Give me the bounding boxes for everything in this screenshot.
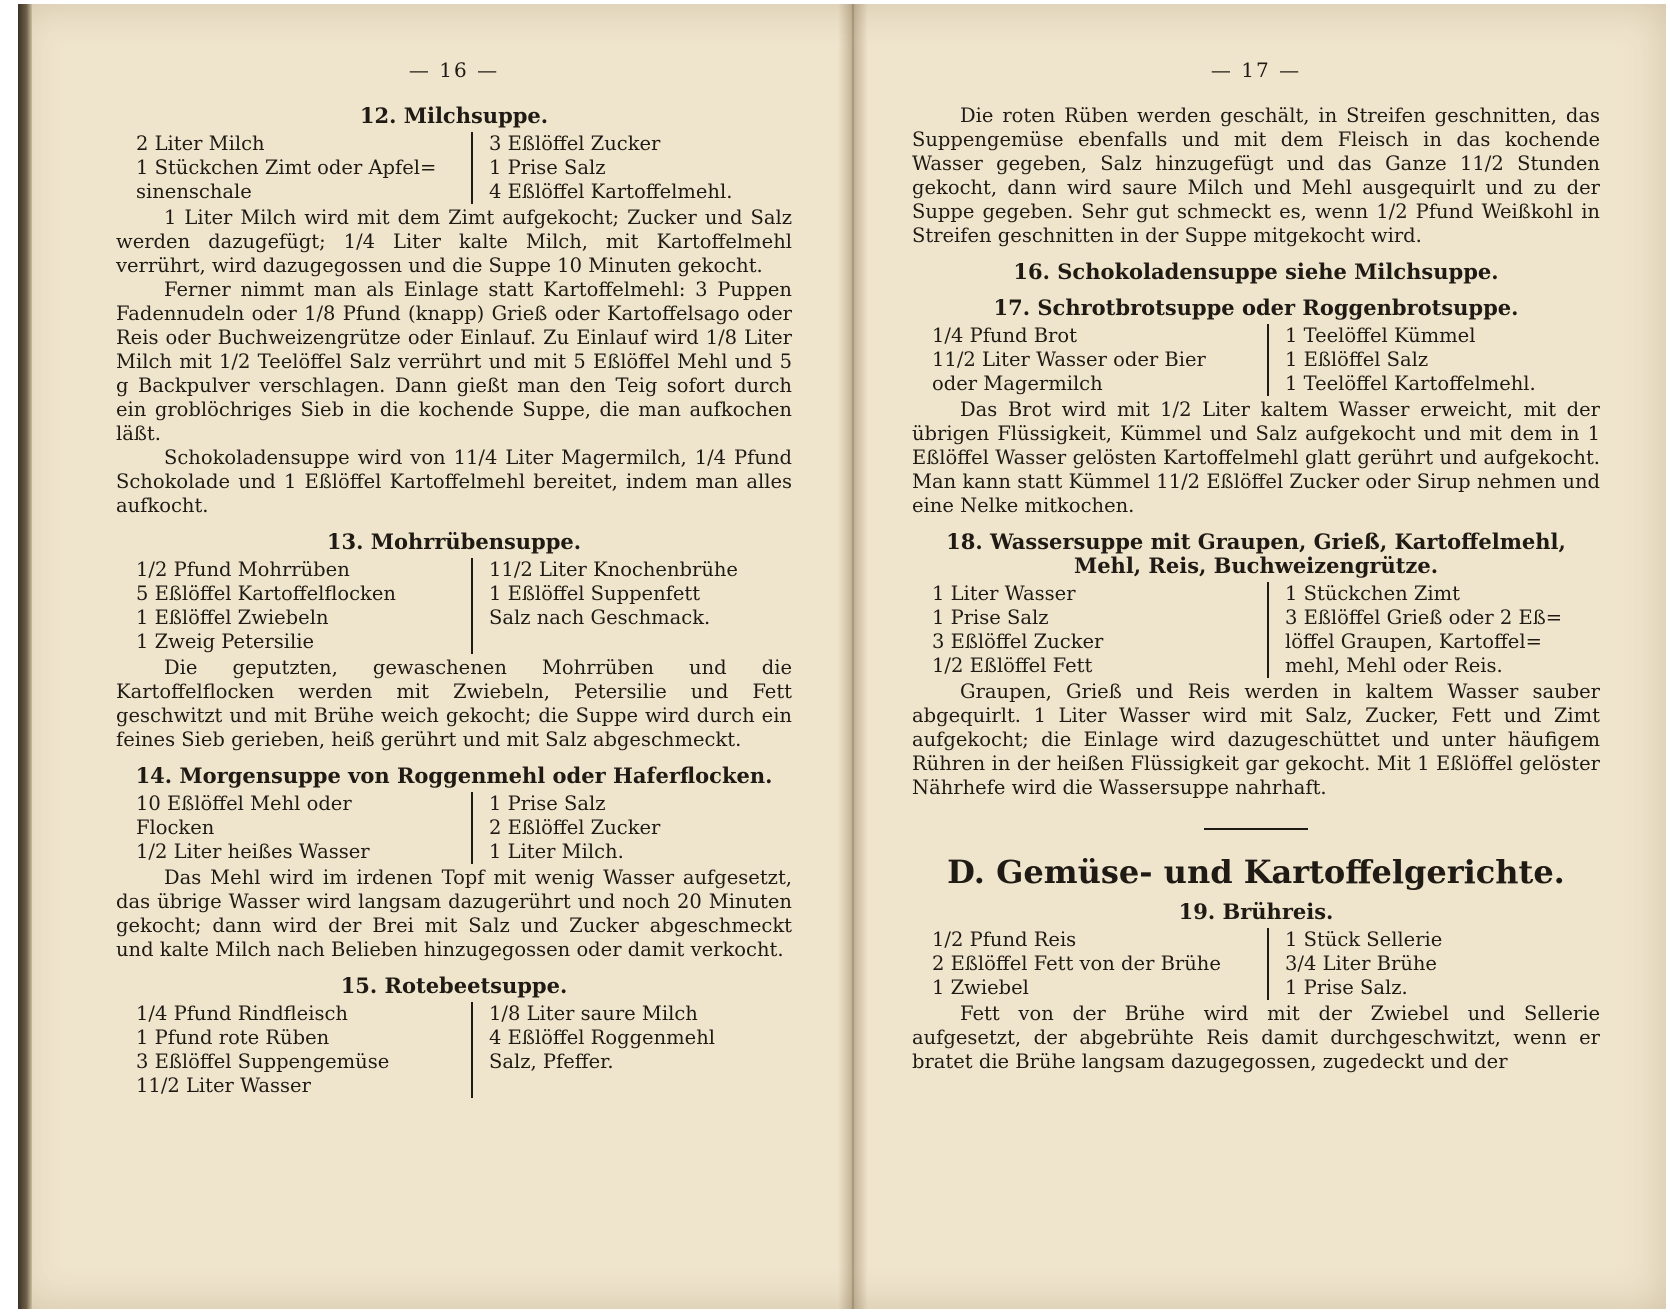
ingredient: 11/2 Liter Wasser oder Bier <box>932 348 1206 371</box>
ingredient: 1 Prise Salz <box>489 792 606 815</box>
ingredient: 2 Eßlöffel Fett von der Brühe <box>932 952 1221 975</box>
recipe-instructions: Das Mehl wird im irdenen Topf mit wenig Wasser aufgesetzt, das übrige Wasser wird langsam dazugerührt und noch 20 Minuten gekocht; dann wird der Brei mit Salz und Zucker abgeschmeckt und kalte Milch nach Belieben hinzugegossen oder damit verkocht. <box>116 866 792 961</box>
ingredient: 1 Liter Milch. <box>489 840 624 863</box>
ingredient: 1/4 Pfund Rindfleisch <box>136 1002 348 1025</box>
left-page <box>116 58 792 1100</box>
recipe-instructions: Graupen, Grieß und Reis werden in kaltem Wasser sauber abgequirlt. 1 Liter Wasser wird mit Salz, Zucker, Fett und Zimt aufgekocht; die Einlage wird dazugeschüttet und unter häufigem Rühren in der heißen Flüssigkeit gar gekocht. Mit 1 Eßlöffel gelöster Nährhefe wird die Wassersuppe nahrhaft. <box>912 680 1600 799</box>
recipe-title: 15. Rotebeetsuppe. <box>340 973 568 998</box>
recipe-instructions: 1 Liter Milch wird mit dem Zimt aufgekocht; Zucker und Salz werden dazugefügt; 1/4 Liter kalte Milch, mit Kartoffelmehl verrührt, wird dazugegossen und die Suppe 10 Minuten gekocht. <box>116 206 792 277</box>
ingredient: 3 Eßlöffel Grieß oder 2 Eß= <box>1285 606 1563 629</box>
ingredient: 2 Eßlöffel Zucker <box>489 816 661 839</box>
chapter-title: D. Gemüse- und Kartoffelgerichte. <box>947 853 1565 891</box>
ingredient: 5 Eßlöffel Kartoffelflocken <box>136 582 396 605</box>
ingredient: 1 Eßlöffel Zwiebeln <box>136 606 329 629</box>
ingredient: 1/2 Eßlöffel Fett <box>932 654 1093 677</box>
ingredient: 4 Eßlöffel Roggenmehl <box>489 1026 715 1049</box>
ingredient: 1 Teelöffel Kümmel <box>1285 324 1476 347</box>
ingredient: 1 Eßlöffel Salz <box>1285 348 1429 371</box>
ingredient: 3 Eßlöffel Zucker <box>489 132 661 155</box>
ingredient: 1 Stückchen Zimt <box>1285 582 1460 605</box>
ingredient: oder Magermilch <box>932 372 1103 395</box>
ingredient: 1/8 Liter saure Milch <box>489 1002 698 1025</box>
ingredient-list <box>116 792 792 864</box>
ingredient: 3 Eßlöffel Zucker <box>932 630 1104 653</box>
ingredient: Salz, Pfeffer. <box>489 1050 614 1073</box>
recipe-instructions: Ferner nimmt man als Einlage statt Kartoffelmehl: 3 Puppen Fadennudeln oder 1/8 Pfund (knapp) Grieß oder Kartoffelsago oder Reis oder Buchweizengrütze oder Einlauf. Zu Einlauf wird 1/8 Liter Milch mit 1/2 Teelöffel Salz verrührt und mit 5 Eßlöffel Mehl und 5 g Backpulver verschlagen. Dann gießt man den Teig sofort durch ein groblöchriges Sieb in die kochende Suppe, die man aufkochen läßt. <box>116 278 792 445</box>
ingredient: 10 Eßlöffel Mehl oder <box>136 792 352 815</box>
ingredient: 1 Teelöffel Kartoffelmehl. <box>1285 372 1536 395</box>
ingredient: sinenschale <box>136 180 252 203</box>
ingredient: 1 Eßlöffel Suppenfett <box>489 582 701 605</box>
recipe-instructions: Fett von der Brühe wird mit der Zwiebel und Sellerie aufgesetzt, der abgebrühte Reis damit durchgeschwitzt, wenn er bratet die Brühe langsam dazugegossen, zugedeckt und der <box>912 1002 1600 1073</box>
ingredient: 1 Prise Salz <box>932 606 1049 629</box>
ingredient: 1 Stück Sellerie <box>1285 928 1443 951</box>
ingredient-list <box>912 928 1600 1000</box>
ingredient: 3/4 Liter Brühe <box>1285 952 1437 975</box>
ingredient: 1 Prise Salz. <box>1285 976 1408 999</box>
ingredient: 11/2 Liter Wasser <box>136 1074 311 1097</box>
ingredient: 1 Zweig Petersilie <box>136 630 315 653</box>
ingredient: mehl, Mehl oder Reis. <box>1285 654 1503 677</box>
ingredient: 2 Liter Milch <box>136 132 265 155</box>
right-page <box>912 58 1600 1074</box>
ingredient: Salz nach Geschmack. <box>489 606 711 629</box>
page-number: — 16 — <box>408 58 500 82</box>
ingredient: 1 Zwiebel <box>932 976 1029 999</box>
ingredient: 3 Eßlöffel Suppengemüse <box>136 1050 390 1073</box>
recipe-title: 17. Schrotbrotsuppe oder Roggenbrotsuppe. <box>993 295 1519 320</box>
recipe-instructions: Schokoladensuppe wird von 11/4 Liter Magermilch, 1/4 Pfund Schokolade und 1 Eßlöffel Kartoffelmehl bereitet, indem man alles aufkocht. <box>116 446 792 517</box>
ingredient: 11/2 Liter Knochenbrühe <box>489 558 738 581</box>
recipe-title: 16. Schokoladensuppe siehe Milchsuppe. <box>1013 259 1499 284</box>
ingredient: 1 Stückchen Zimt oder Apfel= <box>136 156 437 179</box>
ingredient-list <box>116 1002 792 1098</box>
recipe-title: 18. Wassersuppe mit Graupen, Grieß, Kartoffelmehl, Mehl, Reis, Buchweizengrütze. <box>946 529 1566 578</box>
page-number: — 17 — <box>1210 58 1302 82</box>
recipe-instructions: Das Brot wird mit 1/2 Liter kaltem Wasser erweicht, mit der übrigen Flüssigkeit, Kümmel und Salz aufgekocht und mit dem in 1 Eßlöffel Wasser gelösten Kartoffelmehl glatt gerührt und aufgekocht. Man kann statt Kümmel 11/2 Eßlöffel Zucker oder Sirup nehmen und eine Nelke mitkochen. <box>912 398 1600 517</box>
ingredient: 1/2 Pfund Reis <box>932 928 1077 951</box>
ingredient-list <box>912 324 1600 396</box>
recipe-title: 13. Mohrrübensuppe. <box>326 529 582 554</box>
ingredient: löffel Graupen, Kartoffel= <box>1285 630 1542 653</box>
ingredient: 1/2 Pfund Mohrrüben <box>136 558 350 581</box>
ingredient: 1 Prise Salz <box>489 156 606 179</box>
ingredient-list <box>116 132 792 204</box>
recipe-instructions: Die roten Rüben werden geschält, in Streifen geschnitten, das Suppengemüse ebenfalls und mit dem Fleisch in das kochende Wasser gegeben, Salz hinzugefügt und das Ganze 11/2 Stunden gekocht, dann wird saure Milch und Mehl ausgequirlt und zu der Suppe gegeben. Sehr gut schmeckt es, wenn 1/2 Pfund Weißkohl in Streifen geschnitten in der Suppe mitgekocht wird. <box>912 104 1600 247</box>
ingredient: 1/2 Liter heißes Wasser <box>136 840 370 863</box>
ingredient: 1/4 Pfund Brot <box>932 324 1077 347</box>
recipe-instructions: Die geputzten, gewaschenen Mohrrüben und die Kartoffelflocken werden mit Zwiebeln, Petersilie und Fett geschwitzt und mit Brühe weich gekocht; die Suppe wird durch ein feines Sieb gerieben, heiß gerührt und mit Salz abgeschmeckt. <box>116 656 792 751</box>
ingredient-list <box>912 582 1600 678</box>
recipe-title: 12. Milchsuppe. <box>359 103 549 128</box>
ingredient: Flocken <box>136 816 215 839</box>
recipe-title: 19. Brühreis. <box>1178 899 1334 924</box>
ingredient: 1 Pfund rote Rüben <box>136 1026 330 1049</box>
ingredient: 4 Eßlöffel Kartoffelmehl. <box>489 180 733 203</box>
book-binding <box>18 4 32 1309</box>
section-divider <box>1204 828 1308 830</box>
recipe-title: 14. Morgensuppe von Roggenmehl oder Haferflocken. <box>135 763 773 788</box>
book-gutter <box>838 4 868 1309</box>
ingredient: 1 Liter Wasser <box>932 582 1076 605</box>
ingredient-list <box>116 558 792 654</box>
